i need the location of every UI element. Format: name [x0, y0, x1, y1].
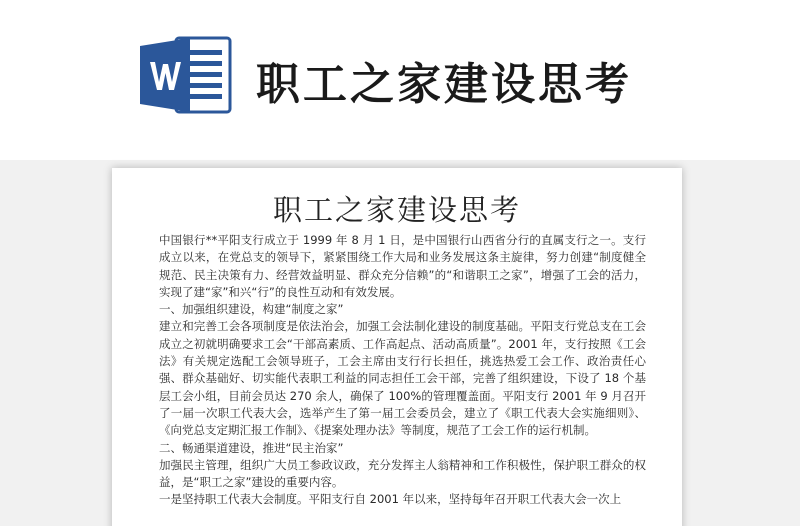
banner [0, 0, 800, 160]
word-logo-graphic [140, 36, 232, 114]
section-heading-2: 二、畅通渠道建设，推进“民主治家” [159, 440, 344, 455]
paragraph-section-1: 建立和完善工会各项制度是依法治会，加强工会法制化建设的制度基础。平阳支行党总支在工会成立之初就明确要求工会“干部高素质、工作高起点、活动高质量”。2001 年，支行按照《工会法》有关规定选配工会领导班子，工会主席由支行行长担任，挑选热爱工会工作、政治责任心强、群众基础好、切实能代表职工利益的同志担任工会干部，完善了组织建设，下设了 18 个基层工会小组，目前会员达 270 余人，确保了 100%的管理覆盖面。平阳支行 2001 年 9 月召开了一届一次职工代表大会，选举产生了第一届工会委员会，建立了《职工代表大会实施细则》、《向党总支定期汇报工作制》、《提案处理办法》等制度，规范了工会工作的运行机制。 [159, 319, 646, 438]
document-body [159, 232, 646, 509]
document-page [112, 168, 682, 526]
banner-title: 职工之家建设思考 [256, 59, 632, 110]
word-icon [140, 36, 232, 114]
paragraph-intro: 中国银行**平阳支行成立于 1999 年 8 月 1 日，是中国银行山西省分行的直属支行之一。支行成立以来，在党总支的领导下，紧紧围绕工作大局和业务发展这条主旋律，努力创建“制度健全规范、民主决策有力、经营效益明显、群众充分信赖”的“和谐职工之家”，增强了工会的活力，实现了建“家”和兴“行”的良性互动和有效发展。 [159, 233, 646, 299]
paragraph-section-2-item-1: 一是坚持职工代表大会制度。平阳支行自 2001 年以来，坚持每年召开职工代表大会一次上 [159, 492, 622, 507]
document-title: 职工之家建设思考 [272, 193, 521, 227]
paragraph-section-2: 加强民主管理，组织广大员工参政议政，充分发挥主人翁精神和工作积极性，保护职工群众的权益，是“职工之家”建设的重要内容。 [159, 457, 646, 490]
section-heading-1: 一、加强组织建设，构建“制度之家” [159, 302, 344, 317]
